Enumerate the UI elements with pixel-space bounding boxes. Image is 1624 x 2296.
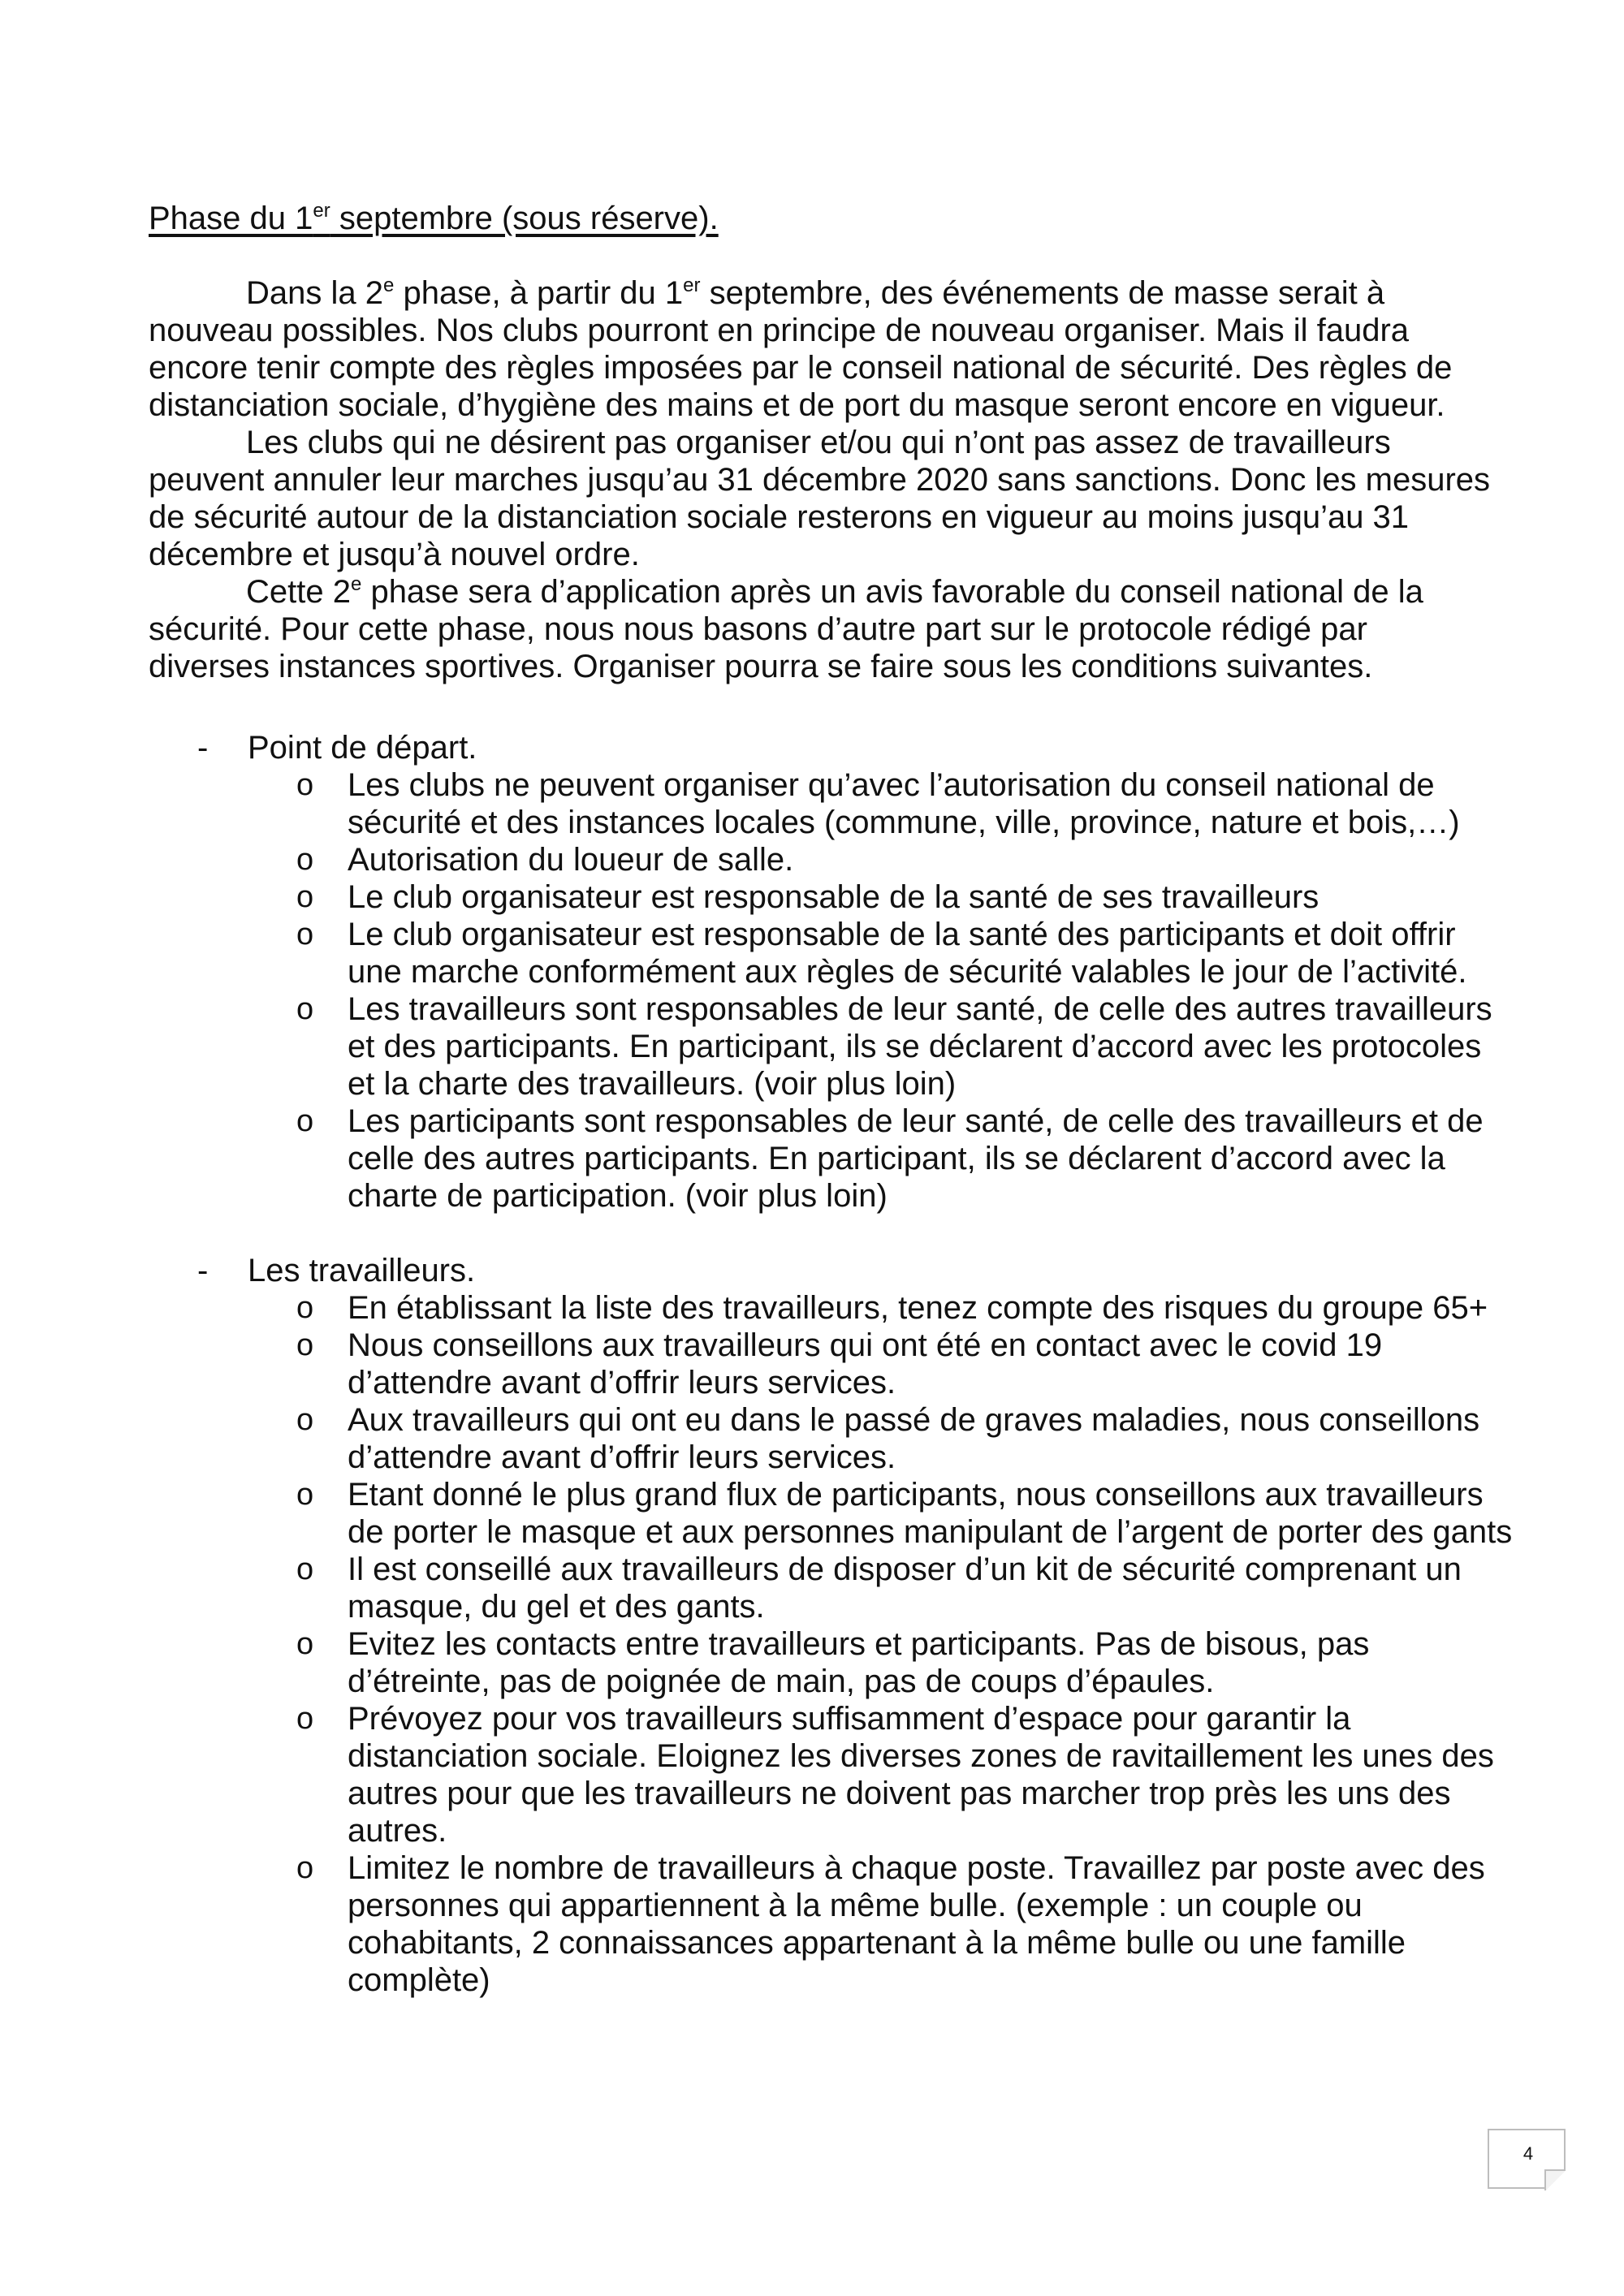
section-header [149,729,1513,766]
bullet-icon: o [296,1552,314,1586]
heading-text-end: septembre (sous réserve). [330,201,719,236]
list-item: o Il est conseillé aux travailleurs de disposer d’un kit de sécurité comprenant un masque, du gel et des gants. [296,1552,1462,1625]
heading-text: Phase du 1 [149,201,313,236]
bullet-icon: o [296,1291,314,1325]
dash-marker: - [197,730,209,766]
bullet-icon: o [296,992,314,1026]
bullet-icon: o [296,768,314,802]
bullet-icon: o [296,1328,314,1362]
list-item: o Limitez le nombre de travailleurs à chaque poste. Travaillez par poste avec des personnes qui appartiennent à la même bulle. (exemple : un couple ou cohabitants, 2 connaissances appartenant à la même bulle ou une famille complète) [296,1850,1485,1998]
bullet-icon: o [296,1478,314,1512]
intro-paragraphs [149,274,1497,685]
section-heading [149,200,719,237]
bullet-icon: o [296,1403,314,1437]
section-les-travailleurs [149,1252,1513,1999]
list-item: o Autorisation du loueur de salle. [296,842,794,878]
page-number: 4 [1522,2143,1534,2164]
bullet-icon: o [296,1851,314,1885]
dash-marker: - [197,1253,209,1288]
list-item: o Les clubs ne peuvent organiser qu’avec l’autorisation du conseil national de sécurité et des instances locales (commune, ville, province, nature et bois,…) [296,767,1460,840]
bullet-icon: o [296,917,314,952]
page-fold-icon [1544,2169,1566,2190]
bullet-list [149,766,1513,1215]
bullet-icon: o [296,1627,314,1661]
bullet-icon: o [296,880,314,914]
section-title: Les travailleurs. [248,1253,476,1288]
bullet-icon: o [296,1702,314,1736]
bullet-icon: o [296,1104,314,1138]
intro-paragraph-3: Cette 2e phase sera d’application après un avis favorable du conseil national de la sécurité. Pour cette phase, nous nous basons d’autre part sur le protocole rédigé par diverses instances sportives. Organiser pourra se faire sous les conditions suivantes. [149,573,1423,684]
section-title: Point de départ. [248,730,477,766]
list-item: o Le club organisateur est responsable de la santé de ses travailleurs [296,879,1320,915]
bullet-list [149,1289,1513,1999]
list-item: o Evitez les contacts entre travailleurs et participants. Pas de bisous, pas d’étreinte, pas de poignée de main, pas de coups d’épaules. [296,1626,1370,1699]
list-item: o Nous conseillons aux travailleurs qui ont été en contact avec le covid 19 d’attendre avant d’offrir leurs services. [296,1327,1383,1400]
intro-paragraph-1: Dans la 2e phase, à partir du 1er septembre, des événements de masse serait à nouveau possibles. Nos clubs pourront en principe de nouveau organiser. Mais il faudra encore tenir compte des règles imposées par le conseil national de sécurité. Des règles de distanciation sociale, d’hygiène des mains et de port du masque seront encore en vigueur. [149,274,1453,423]
section-header [149,1252,1513,1289]
list-item: o Etant donné le plus grand flux de participants, nous conseillons aux travailleurs de porter le masque et aux personnes manipulant de l’argent de porter des gants [296,1477,1513,1550]
list-item: o Les participants sont responsables de leur santé, de celle des travailleurs et de celle des autres participants. En participant, ils se déclarent d’accord avec la charte de participation. (voir plus loin) [296,1103,1484,1214]
list-item: o En établissant la liste des travailleurs, tenez compte des risques du groupe 65+ [296,1290,1488,1326]
list-item: o Le club organisateur est responsable de la santé des participants et doit offrir une marche conformément aux règles de sécurité valables le jour de l’activité. [296,917,1467,990]
intro-paragraph-2: Les clubs qui ne désirent pas organiser et/ou qui n’ont pas assez de travailleurs peuvent annuler leur marches jusqu’au 31 décembre 2020 sans sanctions. Donc les mesures de sécurité autour de la distanciation sociale resterons en vigueur au moins jusqu’au 31 décembre et jusqu’à nouvel ordre. [149,425,1491,572]
heading-superscript: er [313,200,330,222]
bullet-icon: o [296,843,314,877]
list-item: o Prévoyez pour vos travailleurs suffisamment d’espace pour garantir la distanciation sociale. Eloignez les diverses zones de ravitaillement les unes des autres pour que les travailleurs ne doivent pas marcher trop près les uns des autres. [296,1701,1494,1849]
list-item: o Aux travailleurs qui ont eu dans le passé de graves maladies, nous conseillons d’attendre avant d’offrir leurs services. [296,1402,1480,1475]
section-point-de-depart [149,729,1513,1215]
list-item: o Les travailleurs sont responsables de leur santé, de celle des autres travailleurs et des participants. En participant, ils se déclarent d’accord avec les protocoles et la charte des travailleurs. (voir plus loin) [296,991,1492,1102]
